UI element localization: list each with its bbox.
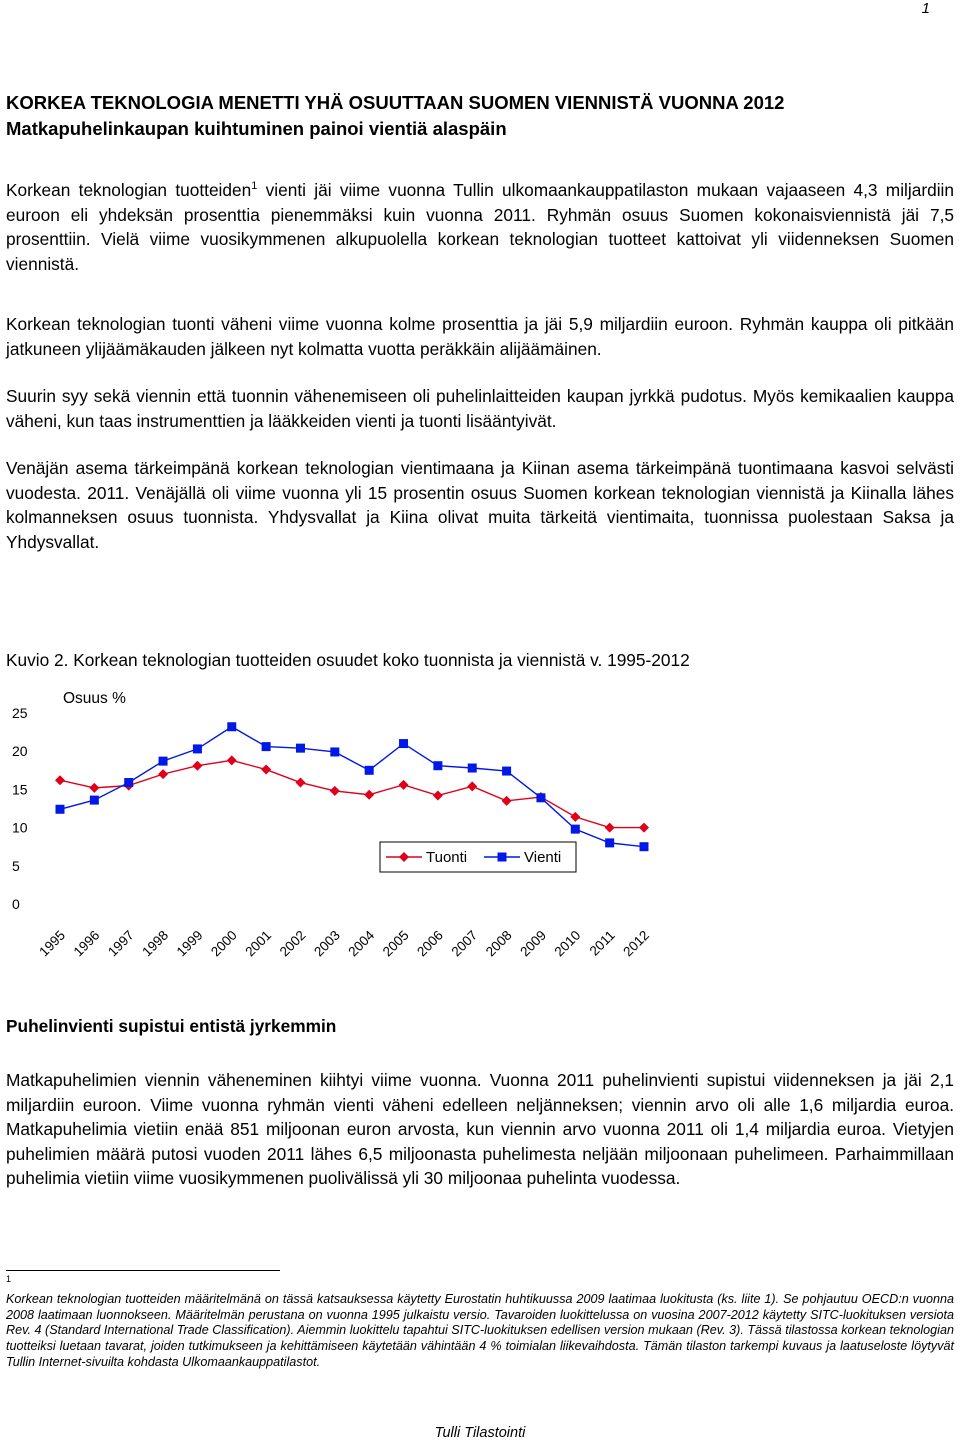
x-tick-label: 2012 — [620, 927, 653, 960]
x-tick-label: 2009 — [517, 927, 550, 960]
title-line-1: KORKEA TEKNOLOGIA MENETTI YHÄ OSUUTTAAN SUOMEN VIENNISTÄ VUONNA 2012 — [6, 92, 785, 113]
data-point-tuonti — [227, 755, 237, 765]
data-point-vienti — [296, 744, 305, 753]
intro-text-3: Vielä viime vuosikymmenen alkupuolella korkean teknologian tuotteet kattoivat yli viidenneksen Suomen viennistä. — [6, 229, 954, 274]
x-tick-label: 2008 — [482, 927, 515, 960]
data-point-tuonti — [399, 780, 409, 790]
data-point-vienti — [640, 842, 649, 851]
x-tick-label: 1995 — [36, 927, 69, 960]
page-footer: Tulli Tilastointi — [434, 1425, 526, 1441]
footnote-marker: 1 — [6, 1273, 12, 1284]
legend-label-tuonti: Tuonti — [426, 849, 468, 866]
data-point-vienti — [193, 744, 202, 753]
data-point-vienti — [56, 805, 65, 814]
data-point-tuonti — [364, 790, 374, 800]
footnote-ref: 1 — [251, 180, 258, 193]
data-point-vienti — [399, 739, 408, 748]
share-chart — [0, 680, 700, 980]
x-tick-label: 2006 — [414, 927, 447, 960]
intro-text-1: Korkean teknologian tuotteiden — [6, 180, 252, 200]
x-tick-label: 1997 — [104, 927, 137, 960]
data-point-vienti — [124, 778, 133, 787]
data-point-vienti — [90, 796, 99, 805]
data-point-tuonti — [639, 823, 649, 833]
data-point-tuonti — [192, 761, 202, 771]
data-point-vienti — [433, 761, 442, 770]
chart-legend — [380, 842, 576, 872]
data-point-tuonti — [605, 823, 615, 833]
data-point-vienti — [605, 838, 614, 847]
page-number: 1 — [921, 0, 930, 17]
footnote — [6, 1273, 954, 1371]
y-tick-label: 10 — [12, 819, 28, 836]
data-point-vienti — [365, 766, 374, 775]
footnote-text: Korkean teknologian tuotteiden määritelmänä on tässä katsauksessa käytetty Eurostatin huhtikuussa 2009 laatimaa luokitusta (ks. liite 1). Se pohjautuu OECD:n vuonna 2008 laatimaan luonnokseen. Määritelmän perustana on vuonna 1995 julkaistu versio. Tavaroiden luokittelussa on vuosina 2007-2012 käytetty SITC-luokituksen versiota Rev. 4 (Standard International Trade Classification). Aiemmin luokittelu tapahtui SITC-luokituksen edellisen version mukaan (Rev. 3). Tässä tilastossa korkean teknologian tuotteiksi luetaan tavarat, joiden tutkimukseen ja kehittämiseen käytetään vähintään 4 % toimialan liikevaihdosta. Tämän tilaston tarkempi kuvaus ja laatuseloste löytyvät Tullin Internet-sivuilta kohdasta Ulkomaankauppatilastot. — [6, 1291, 954, 1369]
paragraph-countries: Venäjän asema tärkeimpänä korkean teknologian vientimaana ja Kiinan asema tärkeimpänä tuontimaana kasvoi selvästi vuodesta. 2011. Venäjällä oli viime vuonna yli 15 prosentin osuus Suomen korkean teknologian viennistä ja Kiinalla lähes kolmanneksen osuus tuonnista. Yhdysvallat ja Kiina olivat muita tärkeitä vientimaita, tuonnissa puolestaan Saksa ja Yhdysvallat. — [6, 458, 954, 552]
x-tick-label: 2005 — [379, 927, 412, 960]
data-point-vienti — [262, 742, 271, 751]
data-point-tuonti — [433, 791, 443, 801]
paragraph-imports: Korkean teknologian tuonti väheni viime vuonna kolme prosenttia ja jäi 5,9 miljardiin euroon. Ryhmän kauppa oli pitkään jatkuneen ylijäämäkauden jälkeen nyt kolmatta vuotta peräkkäin alijäämäinen. — [6, 314, 954, 359]
data-point-tuonti — [55, 775, 65, 785]
y-tick-label: 15 — [12, 781, 28, 798]
page-title — [6, 90, 954, 142]
footnote-separator — [6, 1270, 280, 1271]
data-point-tuonti — [158, 769, 168, 779]
data-point-tuonti — [330, 786, 340, 796]
x-tick-label: 2003 — [311, 927, 343, 960]
x-tick-label: 1998 — [139, 927, 172, 960]
data-point-tuonti — [467, 781, 477, 791]
intro-text-2: vienti jäi viime vuonna Tullin ulkomaankauppatilaston mukaan vajaaseen 4,3 miljardiin euroon eli yhdeksän prosenttia pienemmäksi kuin vuonna 2011. Ryhmän osuus Suomen kokonaisviennistä jäi 7,5 prosenttiin. — [6, 180, 954, 249]
data-point-vienti — [502, 767, 511, 776]
section-heading: Puhelinvienti supistui entistä jyrkemmin — [6, 1016, 337, 1036]
y-tick-label: 20 — [12, 743, 28, 760]
y-tick-label: 0 — [12, 896, 20, 912]
data-point-tuonti — [570, 812, 580, 822]
x-tick-label: 2010 — [551, 927, 584, 960]
x-tick-label: 2001 — [242, 927, 275, 960]
series-line-vienti — [60, 727, 644, 847]
x-tick-label: 1999 — [173, 927, 206, 960]
data-point-vienti — [330, 747, 339, 756]
chart-svg — [0, 680, 700, 980]
paragraph-phones: Matkapuhelimien viennin väheneminen kiihtyi viime vuonna. Vuonna 2011 puhelinvienti supistui viidenneksen ja jäi 2,1 miljardiin euroon. Viime vuonna ryhmän vienti väheni edelleen neljänneksen; viennin arvo oli alle 1,6 miljardia euroa. Matkapuhelimia vietiin enää 851 miljoonan euron arvosta, kun viennin arvo vuonna 2011 oli 1,4 miljardia euroa. Vietyjen puhelimien määrä putosi vuoden 2011 lähes 6,5 miljoonasta puhelimesta neljään miljoonaan puhelimeen. Parhaimmillaan puhelimia vietiin viime vuosikymmenen puolivälissä yli 30 miljoonaa puhelinta vuodessa. — [6, 1070, 954, 1188]
data-point-vienti — [159, 757, 168, 766]
y-tick-label: 25 — [12, 705, 28, 721]
intro-paragraph — [6, 178, 954, 276]
figure-caption: Kuvio 2. Korkean teknologian tuotteiden osuudet koko tuonnista ja viennistä v. 1995-2012 — [6, 650, 690, 670]
data-point-tuonti — [89, 783, 99, 793]
x-tick-label: 1996 — [70, 927, 103, 960]
paragraph-causes: Suurin syy sekä viennin että tuonnin vähenemiseen oli puhelinlaitteiden kaupan jyrkkä pudotus. Myös kemikaalien kauppa väheni, kun taas instrumenttien ja lääkkeiden vienti ja tuonti lisääntyivät. — [6, 386, 954, 431]
legend-label-vienti: Vienti — [524, 849, 562, 866]
x-tick-label: 2004 — [345, 927, 378, 960]
data-point-tuonti — [261, 765, 271, 775]
legend-marker-vienti — [498, 853, 507, 862]
x-tick-label: 2000 — [208, 927, 240, 960]
x-tick-label: 2011 — [586, 927, 618, 959]
data-point-vienti — [227, 722, 236, 731]
data-point-tuonti — [295, 778, 305, 788]
title-line-2: Matkapuhelinkaupan kuihtuminen painoi vientiä alaspäin — [6, 118, 507, 139]
x-tick-label: 2002 — [276, 927, 309, 960]
y-axis-label: Osuus % — [63, 690, 126, 707]
data-point-vienti — [536, 793, 545, 802]
data-point-vienti — [571, 825, 580, 834]
x-tick-label: 2007 — [448, 927, 481, 960]
y-tick-label: 5 — [12, 857, 20, 874]
data-point-tuonti — [502, 796, 512, 806]
data-point-vienti — [468, 764, 477, 773]
